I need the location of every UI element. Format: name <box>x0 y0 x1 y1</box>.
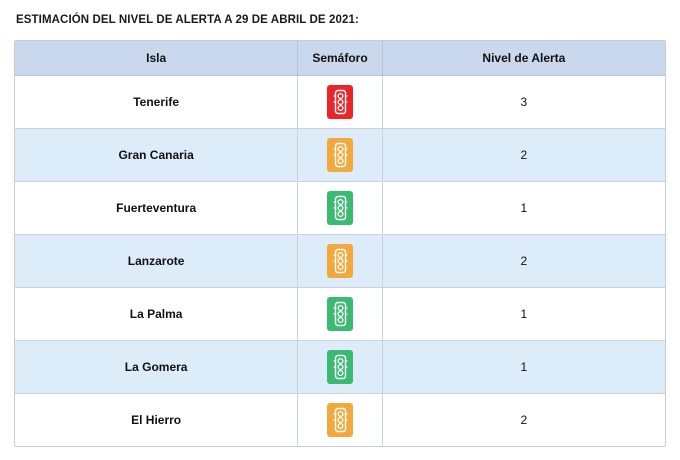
cell-isla: Gran Canaria <box>15 129 298 182</box>
traffic-light-icon <box>327 297 353 331</box>
cell-nivel-alerta: 3 <box>382 76 665 129</box>
traffic-light-icon <box>327 244 353 278</box>
cell-semaforo <box>298 235 383 288</box>
traffic-light-icon <box>327 85 353 119</box>
traffic-light-icon <box>327 138 353 172</box>
cell-isla: Lanzarote <box>15 235 298 288</box>
cell-nivel-alerta: 1 <box>382 288 665 341</box>
column-header-nivel: Nivel de Alerta <box>382 41 665 76</box>
cell-isla: Fuerteventura <box>15 182 298 235</box>
cell-semaforo <box>298 341 383 394</box>
table-row <box>15 394 665 447</box>
table-row <box>15 341 665 394</box>
cell-semaforo <box>298 76 383 129</box>
traffic-light-icon <box>327 350 353 384</box>
cell-isla: El Hierro <box>15 394 298 447</box>
alert-level-table-container <box>14 40 666 447</box>
table-row <box>15 129 665 182</box>
table-row <box>15 182 665 235</box>
cell-nivel-alerta: 1 <box>382 182 665 235</box>
column-header-semaforo: Semáforo <box>298 41 383 76</box>
column-header-isla: Isla <box>15 41 298 76</box>
cell-semaforo <box>298 394 383 447</box>
page-title: ESTIMACIÓN DEL NIVEL DE ALERTA A 29 DE ABRIL DE 2021: <box>16 14 359 26</box>
cell-nivel-alerta: 2 <box>382 235 665 288</box>
table-row <box>15 76 665 129</box>
cell-isla: Tenerife <box>15 76 298 129</box>
cell-isla: La Palma <box>15 288 298 341</box>
table-body <box>15 76 665 447</box>
cell-semaforo <box>298 182 383 235</box>
traffic-light-icon <box>327 403 353 437</box>
cell-semaforo <box>298 129 383 182</box>
cell-nivel-alerta: 2 <box>382 129 665 182</box>
table-row <box>15 235 665 288</box>
cell-isla: La Gomera <box>15 341 298 394</box>
table-row <box>15 288 665 341</box>
table-header <box>15 41 665 76</box>
table-header-row <box>15 41 665 76</box>
alert-level-table <box>15 41 665 446</box>
cell-semaforo <box>298 288 383 341</box>
cell-nivel-alerta: 1 <box>382 341 665 394</box>
cell-nivel-alerta: 2 <box>382 394 665 447</box>
traffic-light-icon <box>327 191 353 225</box>
